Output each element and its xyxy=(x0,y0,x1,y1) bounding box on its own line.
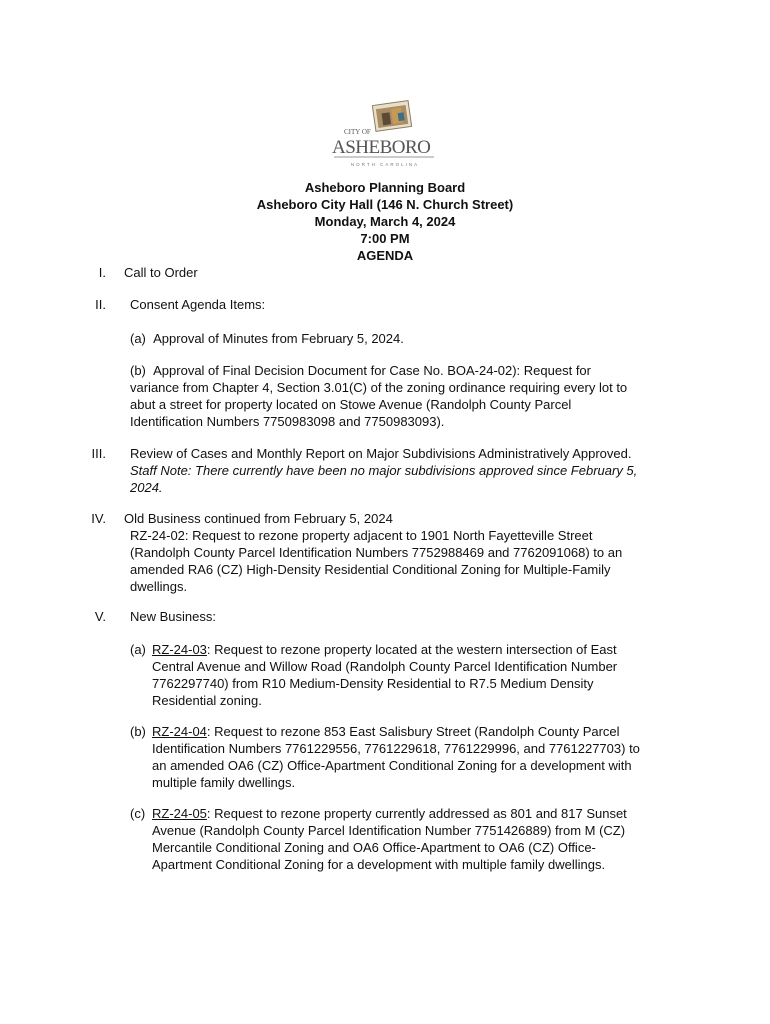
item-text: an amended OA6 (CZ) Office-Apartment Conditional Zoning for a development with xyxy=(152,758,632,773)
staff-note xyxy=(130,462,637,496)
item-text: Identification Numbers 7750983098 and 7750983093). xyxy=(130,414,445,429)
item-text: Approval of Final Decision Document for Case No. BOA-24-02): Request for xyxy=(153,363,591,378)
item-text: Avenue (Randolph County Parcel Identification Number 7751426889) from M (CZ) xyxy=(152,823,626,838)
item-text: : Request to rezone property currently addressed as 801 and 817 Sunset xyxy=(206,806,627,821)
case-number-link[interactable]: RZ-24-03 xyxy=(152,642,207,657)
item-text: 7762297740) from R10 Medium-Density Residential to R7.5 Medium Density xyxy=(152,676,594,691)
item-text: amended RA6 (CZ) High-Density Residential Conditional Zoning for Multiple-Family xyxy=(130,562,611,577)
agenda-header xyxy=(0,179,770,264)
note-text: 2024. xyxy=(130,480,163,495)
meeting-time: 7:00 PM xyxy=(360,231,410,246)
item-text: Approval of Minutes from February 5, 2024. xyxy=(153,331,404,346)
item-text: Identification Numbers 7761229556, 7761229618, 7761229996, and 7761227703) to xyxy=(152,741,640,756)
note-text: Staff Note: There currently have been no major subdivisions approved since February 5, xyxy=(130,463,638,478)
logo-state: NORTH CAROLINA xyxy=(350,162,420,167)
old-business-item xyxy=(130,527,622,595)
consent-item-b xyxy=(130,362,627,430)
agenda-title: AGENDA xyxy=(356,248,414,263)
section-title: Call to Order xyxy=(124,265,198,280)
section-title: New Business: xyxy=(130,609,216,624)
section-number: I. xyxy=(98,265,106,280)
section-number: III. xyxy=(91,446,106,461)
item-text: (Randolph County Parcel Identification Numbers 7752988469 and 7762091068) to an xyxy=(130,545,623,560)
item-label: (c) xyxy=(130,806,146,821)
item-text: Mercantile Conditional Zoning and OA6 Office-Apartment to OA6 (CZ) Office- xyxy=(152,840,596,855)
logo-city-of: CITY OF xyxy=(344,128,371,136)
item-text: Apartment Conditional Zoning for a development with multiple family dwellings. xyxy=(152,857,606,872)
item-text: Residential zoning. xyxy=(152,693,262,708)
section-number: V. xyxy=(94,609,106,624)
item-text: multiple family dwellings. xyxy=(152,775,296,790)
item-text: variance from Chapter 4, Section 3.01(C) of the zoning ordinance requiring every lot to xyxy=(130,380,628,395)
item-text: Central Avenue and Willow Road (Randolph County Parcel Identification Number xyxy=(152,659,618,674)
consent-item-a xyxy=(130,330,404,347)
section-number: IV. xyxy=(91,511,106,526)
item-text: RZ-24-02: Request to rezone property adjacent to 1901 North Fayetteville Street xyxy=(130,528,593,543)
item-label: (b) xyxy=(130,724,146,739)
item-text: dwellings. xyxy=(130,579,188,594)
item-label: (a) xyxy=(130,642,146,657)
board-name: Asheboro Planning Board xyxy=(304,180,466,195)
section-title: Review of Cases and Monthly Report on Major Subdivisions Administratively Approved. xyxy=(130,446,632,461)
section-title: Consent Agenda Items: xyxy=(130,297,266,312)
meeting-location: Asheboro City Hall (146 N. Church Street) xyxy=(256,197,514,212)
meeting-date: Monday, March 4, 2024 xyxy=(314,214,456,229)
logo-emblem xyxy=(372,101,411,132)
item-text: : Request to rezone 853 East Salisbury Street (Randolph County Parcel xyxy=(206,724,620,739)
item-text: abut a street for property located on Stowe Avenue (Randolph County Parcel xyxy=(130,397,572,412)
city-logo xyxy=(330,100,440,172)
item-label: (b) xyxy=(130,363,146,378)
item-text: : Request to rezone property located at the western intersection of East xyxy=(206,642,617,657)
section-title: Old Business continued from February 5, 2024 xyxy=(124,511,393,526)
logo-name: ASHEBORO xyxy=(332,137,431,158)
item-label: (a) xyxy=(130,331,146,346)
case-number-link[interactable]: RZ-24-04 xyxy=(152,724,207,739)
case-number-link[interactable]: RZ-24-05 xyxy=(152,806,207,821)
section-number: II. xyxy=(95,297,106,312)
